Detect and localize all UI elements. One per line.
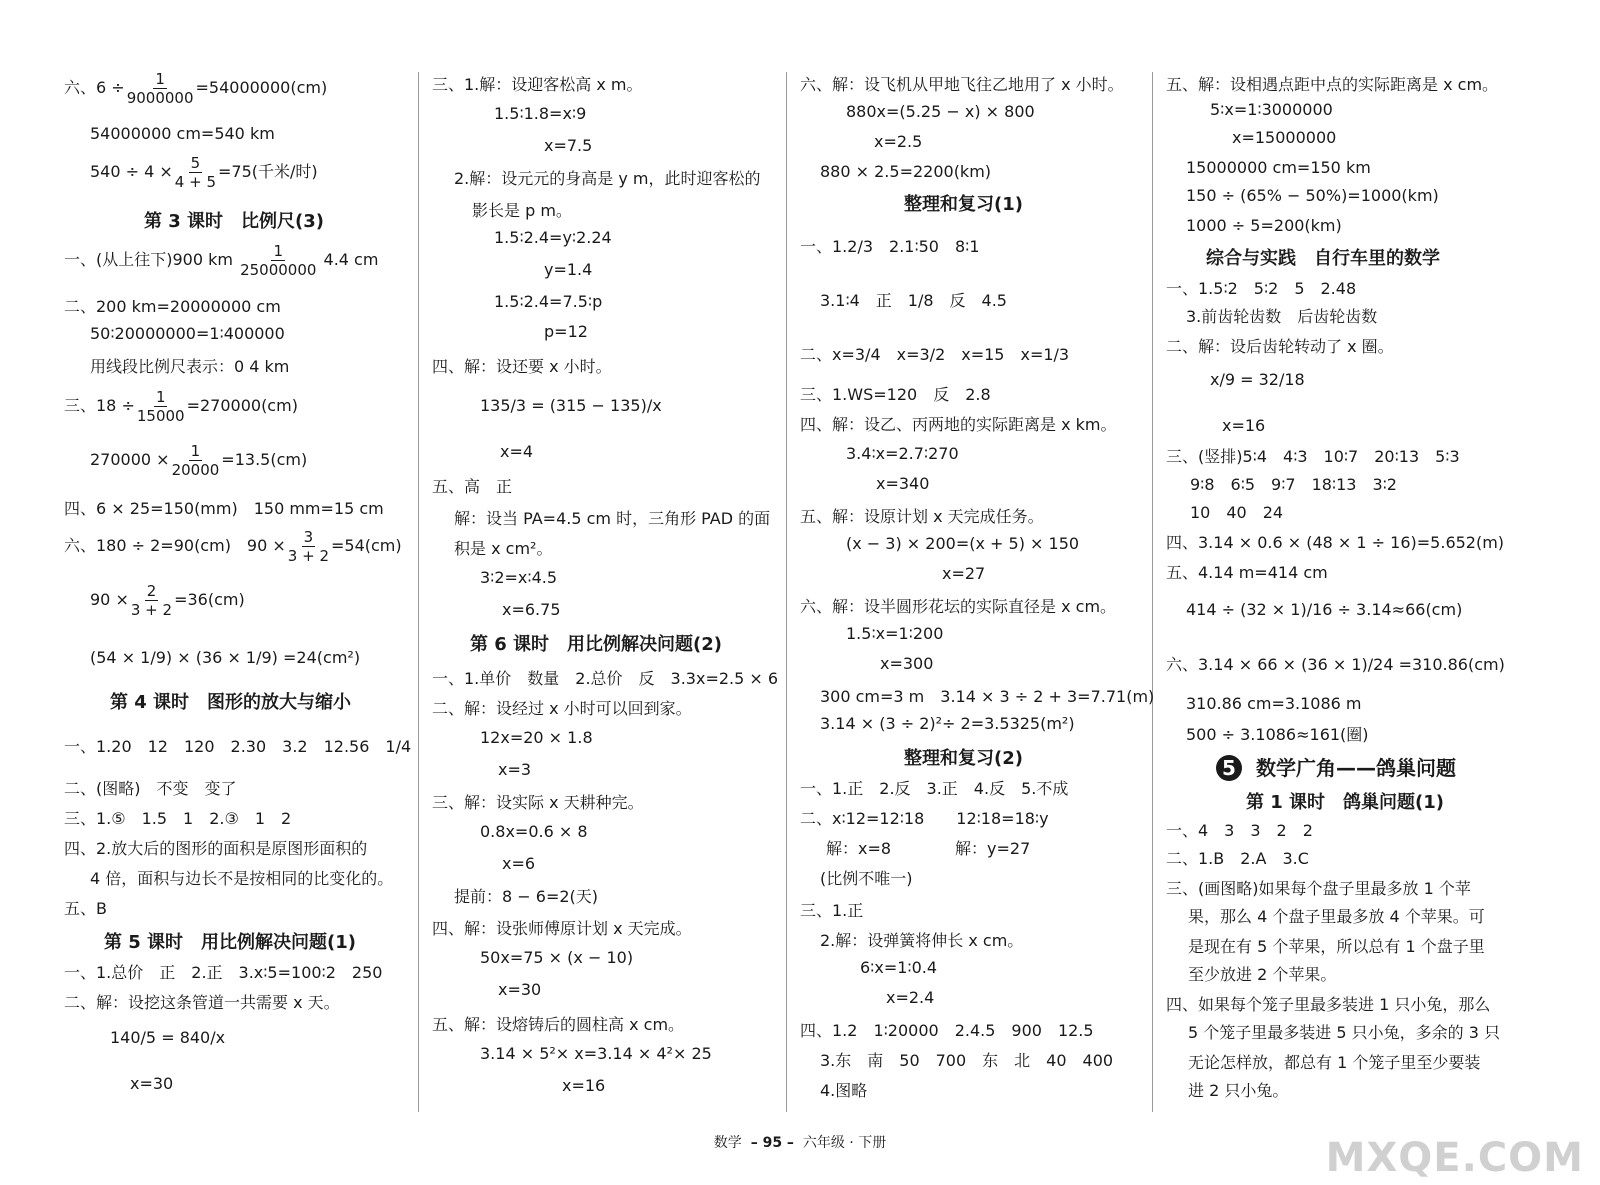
answer-line: x=6 xyxy=(502,854,536,873)
answer-line: 四、解：设乙、丙两地的实际距离是 x km。 xyxy=(800,415,1117,434)
answer-line: x=16 xyxy=(562,1076,606,1095)
answer-line: 五、B xyxy=(64,899,107,918)
answer-line: x=16 xyxy=(1222,416,1266,435)
answer-line: 五、解：设原计划 x 天完成任务。 xyxy=(800,507,1044,526)
unit-number-badge: 5 xyxy=(1216,755,1242,781)
answer-line: x=6.75 xyxy=(502,600,561,619)
watermark-logo: MXQE.COM xyxy=(1325,1135,1584,1181)
answer-line: 270000 × $\frac{1}{20000}$ =13.5(cm) xyxy=(90,442,308,479)
answer-line: 一、1.2/3 2.1∶50 8∶1 xyxy=(800,237,980,256)
answer-line: 一、1.正 2.反 3.正 4.反 5.不成 xyxy=(800,779,1069,798)
answer-line: x=30 xyxy=(130,1074,174,1093)
answer-line: 用线段比例尺表示：0 4 km xyxy=(90,357,290,376)
answer-line: 3.14 × (3 ÷ 2)²÷ 2=3.5325(m²) xyxy=(820,714,1075,733)
answer-line: 一、1.单价 数量 2.总价 反 3.3x=2.5 × 6 xyxy=(432,669,779,688)
answer-line: x=3 xyxy=(498,760,532,779)
answer-line: 50∶20000000=1∶400000 xyxy=(90,324,285,343)
answer-line: 三、1.正 xyxy=(800,901,864,920)
section-heading: 第 1 课时 鸽巢问题(1) xyxy=(1246,792,1445,813)
answer-line: 15000000 cm=150 km xyxy=(1186,158,1371,177)
answer-line: 50x=75 × (x − 10) xyxy=(480,948,634,967)
answer-line: 解：设当 PA=4.5 cm 时，三角形 PAD 的面 xyxy=(454,509,771,528)
answer-line: 四、3.14 × 0.6 × (48 × 1 ÷ 16)=5.652(m) xyxy=(1166,533,1505,552)
answer-line: 一、(从上往下)900 km $\frac{1}{25000000}$ 4.4 cm xyxy=(64,242,379,279)
section-heading: 整理和复习(2) xyxy=(904,748,1023,769)
answer-line: 一、1.20 12 120 2.30 3.2 12.56 1/4 xyxy=(64,737,412,756)
answer-line: 四、2.放大后的图形的面积是原图形面积的 xyxy=(64,839,368,858)
answer-line: 10 40 24 xyxy=(1190,503,1284,522)
answer-line: 3.1∶4 正 1/8 反 4.5 xyxy=(820,291,1007,310)
answer-line: 540 ÷ 4 × $\frac{5}{4 + 5}$ =75(千米/时) xyxy=(90,154,318,191)
answer-line: 至少放进 2 个苹果。 xyxy=(1188,965,1337,984)
answer-line: 2.解：设元元的身高是 y m，此时迎客松的 xyxy=(454,169,761,188)
answer-line: 1.5∶1.8=x∶9 xyxy=(494,104,587,123)
answer-line: 135/3 = (315 − 135)/x xyxy=(480,396,662,415)
answer-line: 90 × $\frac{2}{3 + 2}$ =36(cm) xyxy=(90,582,245,619)
answer-line: 解：x=8 解：y=27 xyxy=(826,839,1031,858)
answer-line: 1.5∶2.4=7.5∶p xyxy=(494,292,603,311)
answer-line: x=2.4 xyxy=(886,988,935,1007)
answer-line: 四、如果每个笼子里最多装进 1 只小兔，那么 xyxy=(1166,995,1491,1014)
answer-line: 1.5∶x=1∶200 xyxy=(846,624,944,643)
answer-line: 1000 ÷ 5=200(km) xyxy=(1186,216,1342,235)
answer-line: 六、解：设飞机从甲地飞往乙地用了 x 小时。 xyxy=(800,75,1124,94)
answer-line: 积是 x cm²。 xyxy=(454,539,553,558)
answer-line: x=27 xyxy=(942,564,986,583)
answer-line: 140/5 = 840/x xyxy=(110,1028,226,1047)
unit-title: 数学广角——鸽巢问题 xyxy=(1256,756,1456,780)
answer-line: 提前：8 − 6=2(天) xyxy=(454,887,599,906)
answer-line: x=7.5 xyxy=(544,136,593,155)
answer-line: 3∶2=x∶4.5 xyxy=(480,568,558,587)
answer-line: 5∶x=1∶3000000 xyxy=(1210,100,1333,119)
answer-line: y=1.4 xyxy=(544,260,593,279)
answer-line: p=12 xyxy=(544,322,588,341)
unit-heading xyxy=(1216,752,1456,781)
answer-line: x=30 xyxy=(498,980,542,999)
answer-line: 6∶x=1∶0.4 xyxy=(860,958,938,977)
answer-line: 2.解：设弹簧将伸长 x cm。 xyxy=(820,931,1024,950)
answer-line: x=4 xyxy=(500,442,534,461)
answer-line: 三、18 ÷ $\frac{1}{15000}$ =270000(cm) xyxy=(64,388,298,425)
answer-line: 五、解：设熔铸后的圆柱高 x cm。 xyxy=(432,1015,685,1034)
answer-line: x=340 xyxy=(876,474,930,493)
answer-line: (比例不唯一) xyxy=(820,869,913,888)
answer-line: 二、解：设后齿轮转动了 x 圈。 xyxy=(1166,337,1394,356)
answer-line: 二、200 km=20000000 cm xyxy=(64,297,281,316)
section-heading: 第 4 课时 图形的放大与缩小 xyxy=(110,692,352,713)
answer-line: 414 ÷ (32 × 1)/16 ÷ 3.14≈66(cm) xyxy=(1186,600,1463,619)
answer-line: x=2.5 xyxy=(874,132,923,151)
answer-line: 二、解：设经过 x 小时可以回到家。 xyxy=(432,699,692,718)
answer-line: 六、3.14 × 66 × (36 × 1)/24 =310.86(cm) xyxy=(1166,655,1505,674)
answer-line: 六、解：设半圆形花坛的实际直径是 x cm。 xyxy=(800,597,1117,616)
answer-line: 一、1.5∶2 5∶2 5 2.48 xyxy=(1166,279,1357,298)
answer-line: 二、x=3/4 x=3/2 x=15 x=1/3 xyxy=(800,345,1070,364)
answer-line: 二、解：设挖这条管道一共需要 x 天。 xyxy=(64,993,340,1012)
answer-line: 9∶8 6∶5 9∶7 18∶13 3∶2 xyxy=(1190,475,1397,494)
answer-line: 300 cm=3 m 3.14 × 3 ÷ 2 + 3=7.71(m) xyxy=(820,687,1155,706)
answer-line: (x − 3) × 200=(x + 5) × 150 xyxy=(846,534,1080,553)
answer-line: x/9 = 32/18 xyxy=(1210,370,1305,389)
answer-line: 果，那么 4 个盘子里最多放 4 个苹果。可 xyxy=(1188,907,1485,926)
answer-line: 1.5∶2.4=y∶2.24 xyxy=(494,228,612,247)
answer-line: 4.图略 xyxy=(820,1081,868,1100)
answer-line: 880 × 2.5=2200(km) xyxy=(820,162,992,181)
answer-line: 五、高 正 xyxy=(432,477,513,496)
section-heading: 第 6 课时 用比例解决问题(2) xyxy=(470,634,723,655)
answer-line: 三、1.解：设迎客松高 x m。 xyxy=(432,75,643,94)
answer-line: 六、180 ÷ 2=90(cm) 90 × $\frac{3}{3 + 2}$ =54(cm) xyxy=(64,528,402,565)
answer-line: x=300 xyxy=(880,654,934,673)
answer-line: 3.14 × 5²× x=3.14 × 4²× 25 xyxy=(480,1044,712,1063)
answer-line: 310.86 cm=3.1086 m xyxy=(1186,694,1362,713)
answer-line: 二、(图略) 不变 变了 xyxy=(64,779,237,798)
answer-line: 二、x∶12=12∶18 12∶18=18∶y xyxy=(800,809,1049,828)
answer-line: 54000000 cm=540 km xyxy=(90,124,275,143)
answer-line: 四、6 × 25=150(mm) 150 mm=15 cm xyxy=(64,499,384,518)
answer-line: 是现在有 5 个苹果，所以总有 1 个盘子里 xyxy=(1188,937,1485,956)
column-divider xyxy=(418,72,419,1112)
answer-line: 五、解：设相遇点距中点的实际距离是 x cm。 xyxy=(1166,75,1499,94)
answer-line: 无论怎样放，都总有 1 个笼子里至少要装 xyxy=(1188,1053,1481,1072)
answer-line: x=15000000 xyxy=(1232,128,1337,147)
answer-line: 三、解：设实际 x 天耕种完。 xyxy=(432,793,644,812)
section-heading: 整理和复习(1) xyxy=(904,194,1023,215)
answer-line: 二、1.B 2.A 3.C xyxy=(1166,849,1309,868)
answer-line: 12x=20 × 1.8 xyxy=(480,728,593,747)
footer-grade: 六年级 · 下册 xyxy=(802,1135,887,1151)
answer-line: 四、解：设还要 x 小时。 xyxy=(432,357,612,376)
answer-line: 150 ÷ (65% − 50%)=1000(km) xyxy=(1186,186,1439,205)
answer-line: 4 倍，面积与边长不是按相同的比变化的。 xyxy=(90,869,394,888)
section-heading: 综合与实践 自行车里的数学 xyxy=(1206,248,1440,269)
answer-line: 0.8x=0.6 × 8 xyxy=(480,822,588,841)
answer-line: 五、4.14 m=414 cm xyxy=(1166,563,1328,582)
answer-line: 3.东 南 50 700 东 北 40 400 xyxy=(820,1051,1114,1070)
section-heading: 第 5 课时 用比例解决问题(1) xyxy=(104,932,357,953)
answer-line: 500 ÷ 3.1086≈161(圈) xyxy=(1186,725,1369,744)
answer-line: 3.前齿轮齿数 后齿轮齿数 xyxy=(1186,307,1378,326)
answer-line: 六、6 ÷ $\frac{1}{9000000}$ =54000000(cm) xyxy=(64,70,328,107)
answer-line: 进 2 只小兔。 xyxy=(1188,1081,1289,1100)
answer-line: 影长是 p m。 xyxy=(472,201,572,220)
answer-line: 5 个笼子里最多装进 5 只小兔，多余的 3 只 xyxy=(1188,1023,1500,1042)
page-number: – 95 – xyxy=(750,1135,794,1151)
answer-line: (54 × 1/9) × (36 × 1/9) =24(cm²) xyxy=(90,648,361,667)
answer-line: 三、(画图略)如果每个盘子里最多放 1 个苹 xyxy=(1166,879,1471,898)
answer-line: 三、1.WS=120 反 2.8 xyxy=(800,385,991,404)
answer-line: 三、(竖排)5∶4 4∶3 10∶7 20∶13 5∶3 xyxy=(1166,447,1460,466)
answer-line: 四、1.2 1∶20000 2.4.5 900 12.5 xyxy=(800,1021,1094,1040)
column-divider xyxy=(786,72,787,1112)
answer-line: 一、4 3 3 2 2 xyxy=(1166,821,1313,840)
answer-line: 880x=(5.25 − x) × 800 xyxy=(846,102,1035,121)
column-divider xyxy=(1152,72,1153,1112)
answer-line: 一、1.总价 正 2.正 3.x∶5=100∶2 250 xyxy=(64,963,383,982)
section-heading: 第 3 课时 比例尺(3) xyxy=(144,211,325,232)
answer-line: 三、1.⑤ 1.5 1 2.③ 1 2 xyxy=(64,809,292,828)
footer-subject: 数学 xyxy=(713,1135,742,1151)
answer-line: 四、解：设张师傅原计划 x 天完成。 xyxy=(432,919,692,938)
answer-line: 3.4∶x=2.7∶270 xyxy=(846,444,959,463)
